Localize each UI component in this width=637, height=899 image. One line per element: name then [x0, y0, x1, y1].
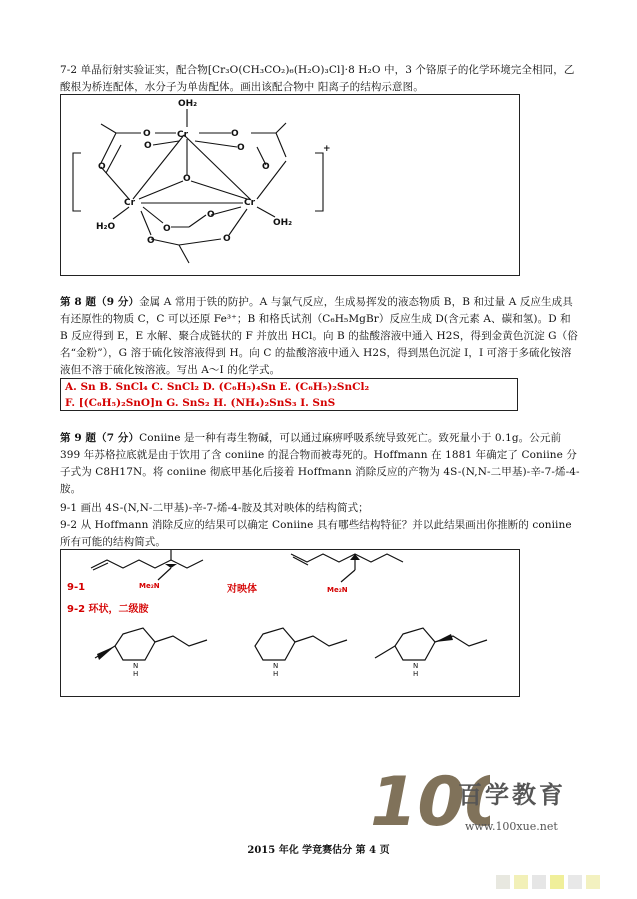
q7-text: 7-2 单晶衍射实验证实，配合物[Cr₃O(CH₃CO₂)₆(H₂O)₃Cl]·8 H₂O 中，3 个铬原子的化学环境完全相同，乙酸根为桥连配体，水分子为单齿配体。画出该配合物中 阳离子的结构示意图。	[60, 64, 575, 93]
o-label: O	[262, 162, 270, 172]
oh2-top-label: OH₂	[178, 99, 198, 109]
q8-answer-line2: F. [(C₆H₅)₂SnO]n G. SnS₂ H. (NH₄)₂SnS₃ I. SnS	[65, 397, 336, 409]
answer-9-2-label: 9-2 环状，二级胺	[67, 604, 149, 615]
o-label: O	[163, 224, 171, 234]
oxo-label: O	[183, 174, 191, 184]
q8-text	[60, 294, 580, 379]
me2n-label: Me₂N	[139, 582, 160, 590]
q9-text	[60, 430, 580, 498]
q9-answer-box	[60, 549, 520, 697]
nh-label: N	[133, 662, 139, 670]
q7-structure-box	[60, 94, 520, 276]
o-label: O	[237, 143, 245, 153]
cr3o-cation-structure	[61, 95, 519, 275]
charge-plus: +	[323, 144, 331, 154]
o-label: O	[143, 129, 151, 139]
logo-url-text: www.100xue.net	[465, 820, 558, 833]
cr-top-label: Cr	[177, 130, 189, 140]
watermark-blur	[496, 874, 604, 893]
enantiomer-label: 对映体	[227, 584, 257, 595]
o-label: O	[144, 141, 152, 151]
h-label: H	[413, 670, 419, 678]
o-label: O	[98, 162, 106, 172]
o-label: O	[207, 210, 215, 220]
me2n-label: Me₂N	[327, 586, 348, 594]
o-label: O	[147, 236, 155, 246]
cr-right-label: Cr	[244, 198, 256, 208]
q8-answer-line1: A. Sn B. SnCl₄ C. SnCl₂ D. (C₆H₅)₄Sn E. (C₆H₅)₂SnCl₂	[65, 381, 370, 393]
cr-left-label: Cr	[124, 198, 136, 208]
o-label: O	[223, 234, 231, 244]
page-footer: 2015 年化 学竞赛估分 第 4 页	[247, 845, 390, 856]
answer-9-1-label: 9-1	[67, 582, 86, 593]
q9-2-text: 9-2 从 Hoffmann 消除反应的结果可以确定 Coniine 具有哪些结构特征？并以此结果画出你推断的 coniine 所有可能的结构简式。	[60, 519, 572, 548]
svg-text:100: 10	[370, 763, 465, 842]
nh-label: N	[413, 662, 419, 670]
o-label: O	[231, 129, 239, 139]
h-label: H	[133, 670, 139, 678]
q8-answer-box	[60, 378, 518, 411]
oh2-right-label: OH₂	[273, 218, 293, 228]
coniine-structures	[61, 550, 519, 696]
q9-body: Coniine 是一种有毒生物碱，可以通过麻痹呼吸系统导致死亡。致死量小于 0.1g。公元前 399 年苏格拉底就是由于饮用了含 coniine 的混合物而被毒死的。Hoffmann 在 1881 年确定了 Coniine 分子式为 C8H17N。将 coniine 彻底甲基化后接着 Hoffmann 消除反应的产物为 4S-(N,N-二甲基)-辛-7-烯-4-胺。	[60, 432, 580, 495]
logo-cn-text: 百学教育	[458, 780, 566, 809]
q9-heading: 第 9 题（7 分）	[60, 432, 140, 444]
q8-body: 金属 A 常用于铁的防护。A 与氯气反应，生成易挥发的液态物质 B，B 和过量 A 反应生成具有还原性的物质 C，C 可以还原 Fe³⁺；B 和格氏试剂（C₆H₅MgBr）反应生成 D(含元素 A、碳和氢)。D 和 B 反应得到 E，E 水解、聚合成链状的 F 并放出 HCl。向 B 的盐酸溶液中通入 H2S，得到金黄色沉淀 G（俗名“金粉”），G 溶于硫化铵溶液得到 H。向 C 的盐酸溶液中通入 H2S，得到黑色沉淀 I，I 可溶于多硫化铵溶液但不溶于硫化铵溶液。写出 A～I 的化学式。	[60, 296, 578, 376]
h2o-left-label: H₂O	[96, 222, 116, 232]
h-label: H	[273, 670, 279, 678]
nh-label: N	[273, 662, 279, 670]
q9-1-text: 9-1 画出 4S-(N,N-二甲基)-辛-7-烯-4-胺及其对映体的结构简式；	[60, 502, 369, 514]
q8-heading: 第 8 题（9 分）	[60, 296, 140, 308]
